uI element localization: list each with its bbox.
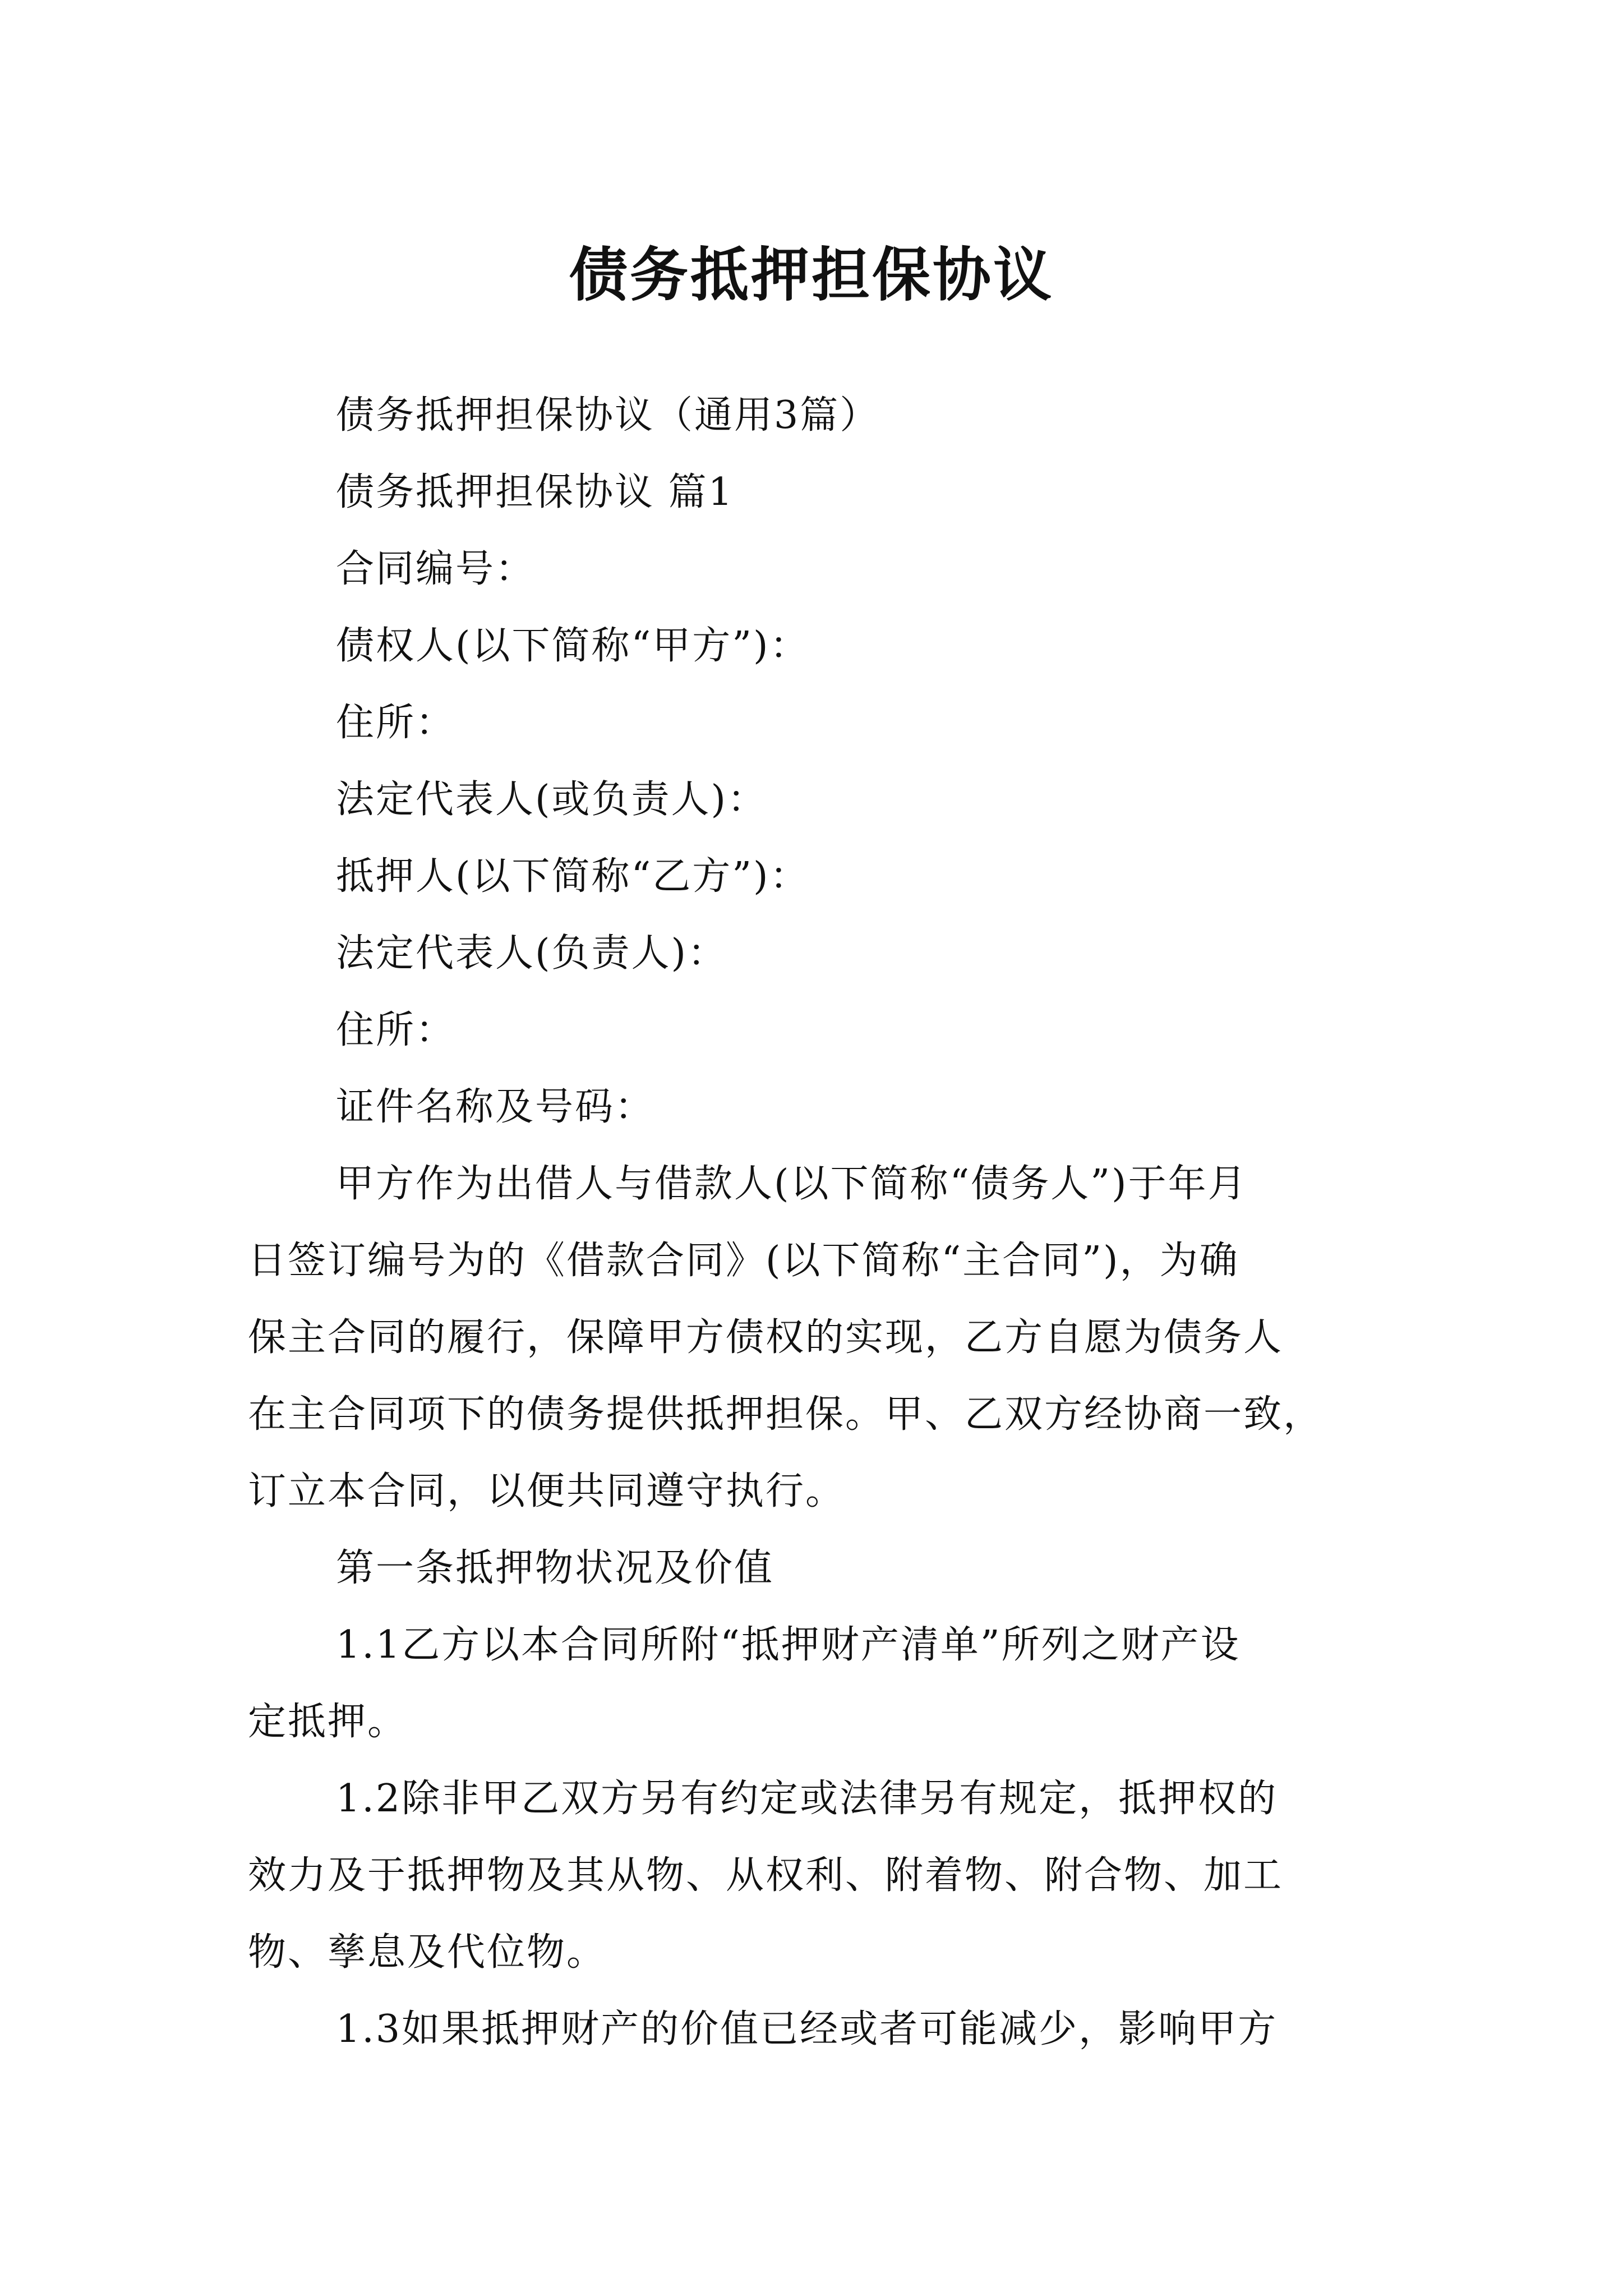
document-line: 抵押人(以下简称“乙方”)：	[336, 854, 810, 899]
document-line: 1.2除非甲乙双方另有约定或法律另有规定，抵押权的	[336, 1777, 1278, 1821]
document-line: 合同编号：	[336, 547, 536, 591]
document-line: 甲方作为出借人与借款人(以下简称“债务人”)于年月	[336, 1162, 1248, 1206]
document-line: 在主合同项下的债务提供抵押担保。甲、乙双方经协商一致，	[248, 1392, 1324, 1437]
document-line: 第一条抵押物状况及价值	[336, 1546, 774, 1590]
document-line: 1.3如果抵押财产的价值已经或者可能减少，影响甲方	[336, 2007, 1278, 2051]
document-line: 法定代表人(负责人)：	[336, 931, 728, 976]
document-line: 住所：	[336, 701, 456, 745]
document-line: 1.1乙方以本合同所附“抵押财产清单”所列之财产设	[336, 1623, 1241, 1667]
document-title: 债务抵押担保协议	[569, 240, 1054, 309]
document-line: 日签订编号为的《借款合同》(以下简称“主合同”)，为确	[248, 1239, 1239, 1283]
document-line: 物、孳息及代位物。	[248, 1930, 607, 1975]
document-line: 效力及于抵押物及其从物、从权利、附着物、附合物、加工	[248, 1853, 1284, 1898]
document-line: 证件名称及号码：	[336, 1085, 655, 1129]
document-line: 债权人(以下简称“甲方”)：	[336, 624, 810, 668]
document-line: 债务抵押担保协议 篇1	[336, 470, 734, 514]
document-line: 保主合同的履行，保障甲方债权的实现，乙方自愿为债务人	[248, 1315, 1284, 1360]
document-line: 订立本合同，以便共同遵守执行。	[248, 1469, 846, 1513]
document-line: 法定代表人(或负责人)：	[336, 777, 768, 822]
document-line: 住所：	[336, 1008, 456, 1052]
document-line: 债务抵押担保协议（通用3篇）	[336, 393, 880, 438]
document-line: 定抵押。	[248, 1700, 408, 1744]
document-body	[248, 377, 1381, 2068]
